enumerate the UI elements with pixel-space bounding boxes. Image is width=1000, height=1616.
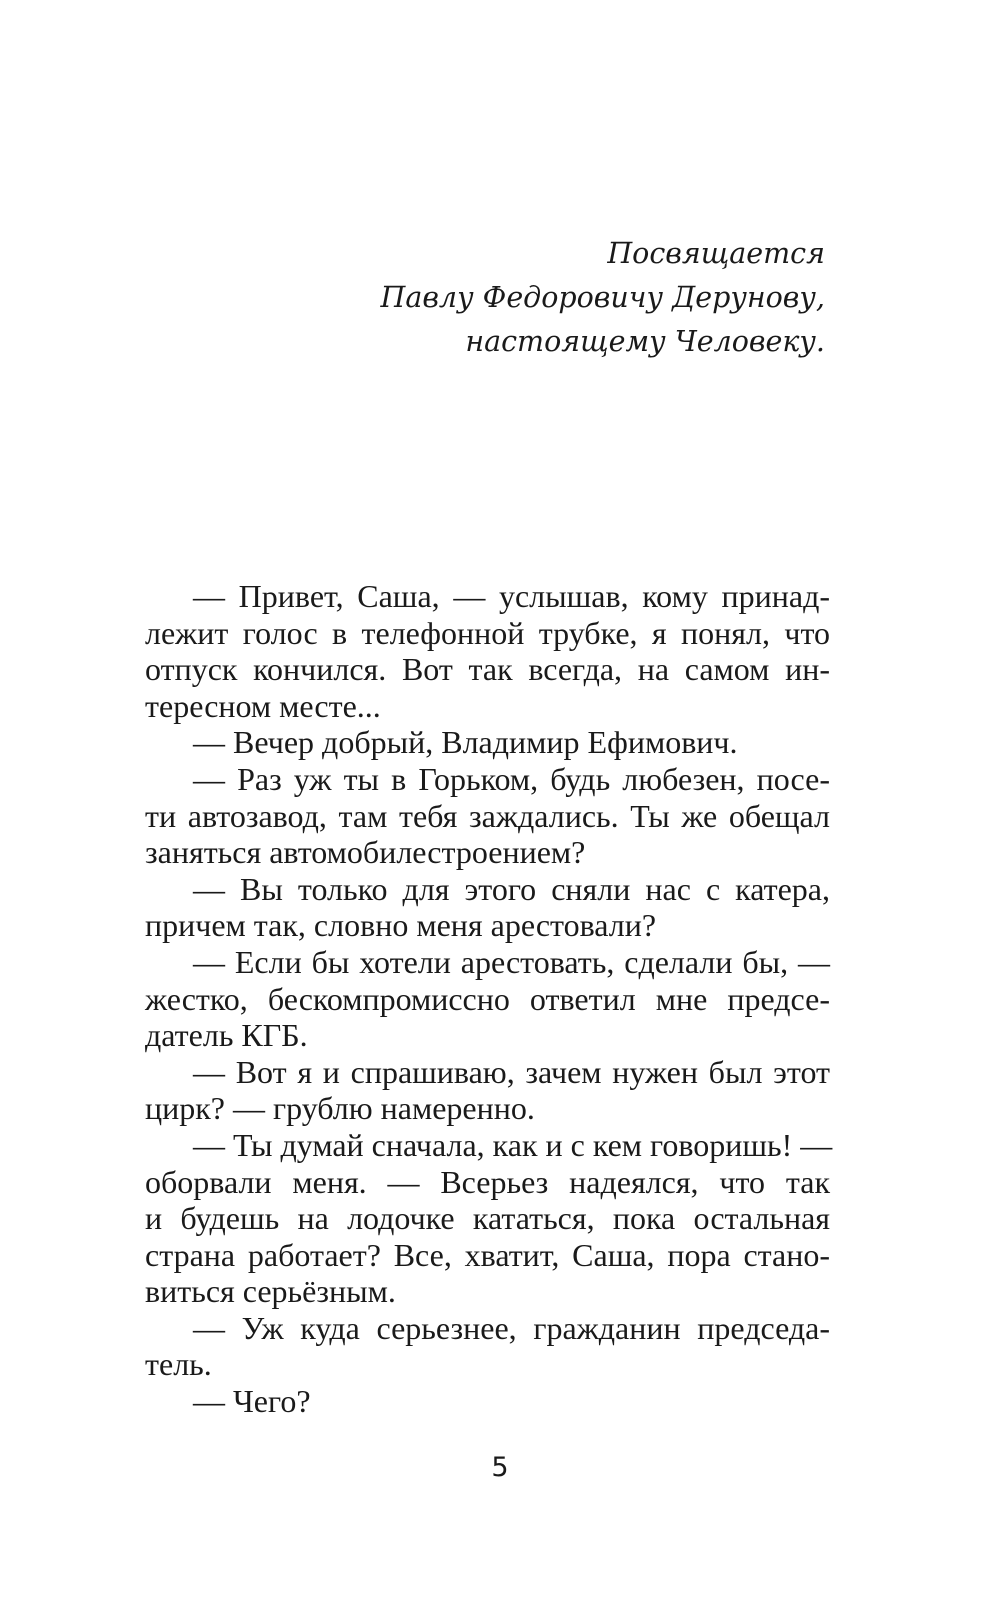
text-line: — Вы только для этого сняли нас с катера, [193, 870, 830, 907]
text-line: цирк? — грублю намеренно. [145, 1090, 535, 1127]
text-line: заняться автомобилестроением? [145, 834, 586, 871]
text-line: — Ты думай сначала, как и с кем говоришь! — [193, 1126, 833, 1163]
dedication-line: Павлу Федоровичу Дерунову, [380, 281, 825, 314]
text-line: отпуск кончился. Вот так всегда, на самом ин- [145, 651, 830, 688]
text-line: — Если бы хотели арестовать, сделали бы, — [193, 943, 830, 980]
page-number: 5 [491, 1452, 509, 1483]
text-line: жестко, бескомпромиссно ответил мне предсе- [145, 980, 830, 1017]
dedication-line: Посвящается [607, 237, 825, 270]
text-line: датель КГБ. [145, 1017, 308, 1054]
text-line: виться серьёзным. [145, 1273, 396, 1310]
text-line: — Чего? [193, 1383, 311, 1420]
text-line: причем так, словно меня арестовали? [145, 907, 657, 944]
text-line: тересном месте... [145, 687, 381, 724]
dedication [380, 232, 825, 364]
dedication-line: настоящему Человеку. [465, 325, 825, 358]
body-text [145, 578, 833, 1420]
text-line: — Раз уж ты в Горьком, будь любезен, посе- [193, 760, 830, 797]
text-line: — Привет, Саша, — услышав, кому принад- [193, 578, 830, 614]
text-line: лежит голос в телефонной трубке, я понял, что [145, 614, 830, 651]
text-line: — Вечер добрый, Владимир Ефимович. [193, 724, 738, 761]
text-line: — Уж куда серьезнее, гражданин председа- [193, 1309, 830, 1346]
text-line: тель. [145, 1346, 212, 1383]
text-line: ти автозавод, там тебя заждались. Ты же обещал [145, 797, 830, 834]
text-line: страна работает? Все, хватит, Саша, пора стано- [145, 1236, 830, 1273]
text-line: и будешь на лодочке кататься, пока остальная [145, 1200, 830, 1237]
text-line: — Вот я и спрашиваю, зачем нужен был этот [193, 1053, 830, 1090]
text-line: оборвали меня. — Всерьез надеялся, что так [145, 1163, 830, 1200]
